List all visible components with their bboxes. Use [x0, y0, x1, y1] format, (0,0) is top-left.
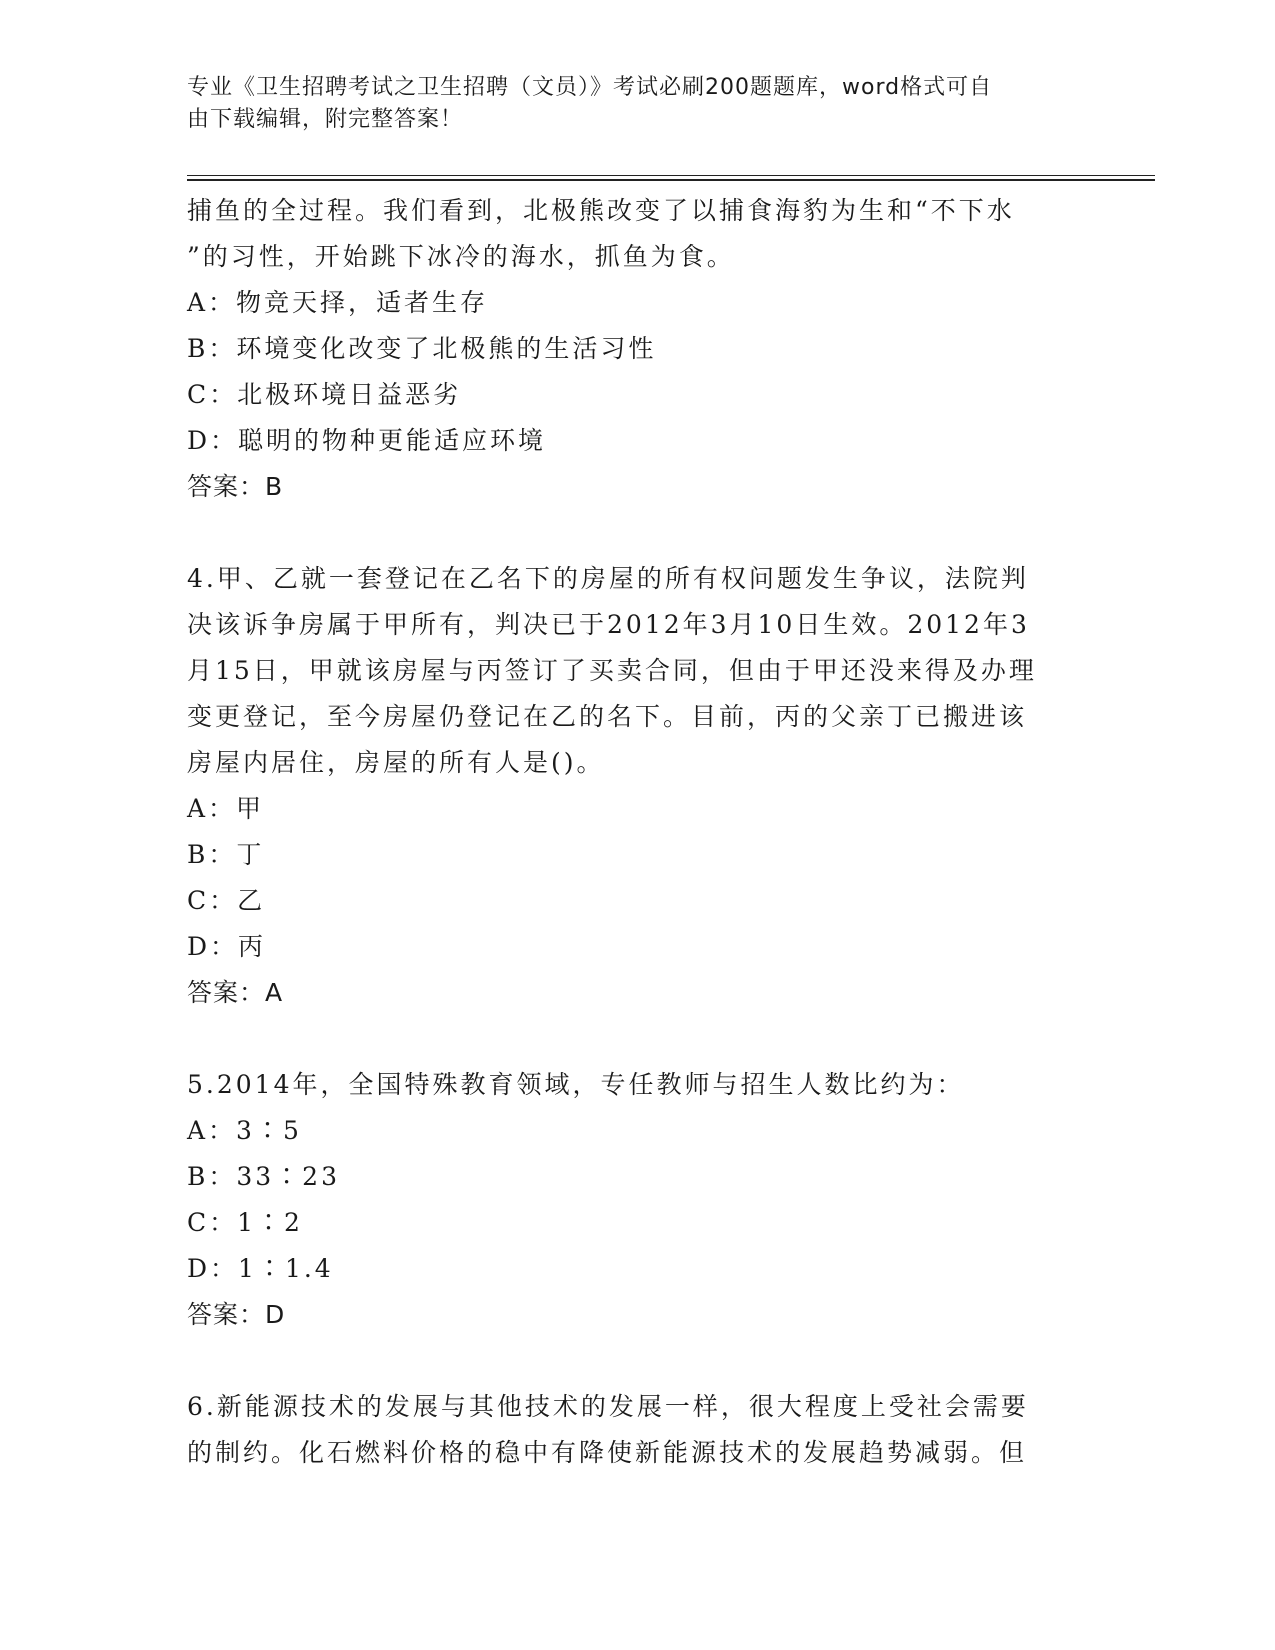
option-b: B：丁 — [187, 840, 265, 869]
question-4 — [187, 556, 1087, 1016]
question-stem-line: 变更登记，至今房屋仍登记在乙的名下。目前，丙的父亲丁已搬进该 — [187, 702, 1028, 731]
document-body — [187, 188, 1087, 1476]
question-6 — [187, 1384, 1087, 1476]
option-b: B：33∶23 — [187, 1162, 340, 1191]
question-stem-line: 房屋内居住，房屋的所有人是()。 — [187, 748, 605, 777]
spacer — [187, 1016, 1087, 1062]
spacer — [187, 1338, 1087, 1384]
question-stem-line: 捕鱼的全过程。我们看到，北极熊改变了以捕食海豹为生和“不下水 — [187, 196, 1015, 225]
option-d: D：聪明的物种更能适应环境 — [187, 426, 547, 455]
question-stem-line: 6.新能源技术的发展与其他技术的发展一样，很大程度上受社会需要 — [187, 1392, 1029, 1421]
header-divider-thick — [187, 179, 1155, 181]
option-c: C：北极环境日益恶劣 — [187, 380, 462, 409]
option-c: C：乙 — [187, 886, 266, 915]
option-d: D：丙 — [187, 932, 267, 961]
option-d: D：1∶1.4 — [187, 1254, 334, 1283]
header-divider-thin — [187, 175, 1155, 176]
question-stem-line: 5.2014年，全国特殊教育领域，专任教师与招生人数比约为： — [187, 1070, 965, 1099]
question-3-continuation — [187, 188, 1087, 510]
document-header — [187, 72, 1067, 136]
answer-line: 答案：A — [187, 978, 284, 1007]
option-b: B：环境变化改变了北极熊的生活习性 — [187, 334, 657, 363]
header-line-2: 由下载编辑，附完整答案！ — [187, 107, 464, 132]
option-a: A：3∶5 — [187, 1116, 302, 1145]
answer-line: 答案：D — [187, 1300, 286, 1329]
option-c: C：1∶2 — [187, 1208, 303, 1237]
question-stem-line: 决该诉争房属于甲所有，判决已于2012年3月10日生效。2012年3 — [187, 610, 1030, 639]
question-stem-line: 月15日，甲就该房屋与丙签订了买卖合同，但由于甲还没来得及办理 — [187, 656, 1037, 685]
header-line-1: 专业《卫生招聘考试之卫生招聘（文员）》考试必刷200题题库，word格式可自 — [187, 75, 993, 100]
question-stem-line: ”的习性，开始跳下冰冷的海水，抓鱼为食。 — [187, 242, 735, 271]
spacer — [187, 510, 1087, 556]
question-stem-line: 的制约。化石燃料价格的稳中有降使新能源技术的发展趋势减弱。但 — [187, 1438, 1028, 1467]
question-stem-line: 4.甲、乙就一套登记在乙名下的房屋的所有权问题发生争议，法院判 — [187, 564, 1029, 593]
option-a: A：物竞天择，适者生存 — [187, 288, 489, 317]
answer-line: 答案：B — [187, 472, 284, 501]
option-a: A：甲 — [187, 794, 265, 823]
question-5 — [187, 1062, 1087, 1338]
